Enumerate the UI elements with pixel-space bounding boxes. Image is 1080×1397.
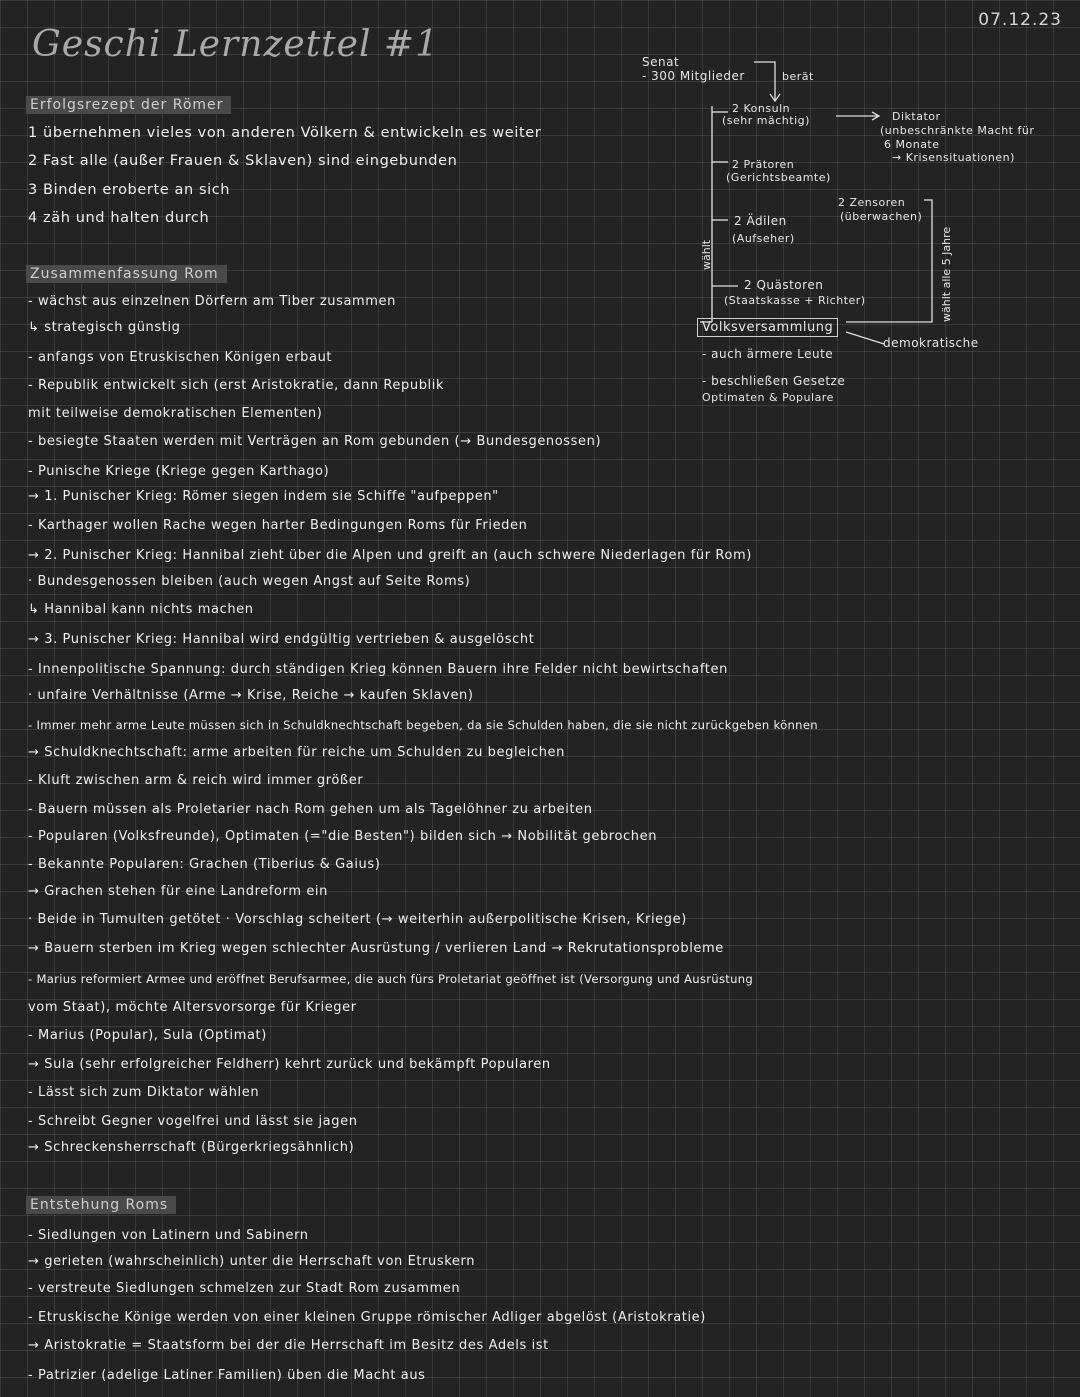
summary-line: - Bauern müssen als Proletarier nach Rom gehen um als Tagelöhner zu arbeiten (28, 802, 593, 817)
summary-line: - wächst aus einzelnen Dörfern am Tiber zusammen (28, 294, 396, 309)
summary-line: - Lässt sich zum Diktator wählen (28, 1085, 260, 1100)
origin-line: - Etruskische Könige werden von einer kleinen Gruppe römischer Adliger abgelöst (Aristokratie) (28, 1310, 706, 1325)
erfolg-line: 4 zäh und halten durch (28, 210, 210, 226)
summary-line: → Sula (sehr erfolgreicher Feldherr) kehrt zurück und bekämpft Popularen (28, 1057, 551, 1072)
diktator-desc-2: 6 Monate (884, 138, 940, 151)
section-heading-erfolgsrezept: Erfolgsrezept der Römer (26, 96, 231, 114)
summary-line: - Marius (Popular), Sula (Optimat) (28, 1028, 267, 1043)
summary-line: → Grachen stehen für eine Landreform ein (28, 884, 328, 899)
quaestoren-label: 2 Quästoren (744, 278, 824, 292)
summary-line: - Popularen (Volksfreunde), Optimaten (="die Besten") bilden sich → Nobilität gebrochen (28, 829, 658, 844)
summary-line: → Bauern sterben im Krieg wegen schlechter Ausrüstung / verlieren Land → Rekrutationsprobleme (28, 941, 724, 956)
summary-line: - Marius reformiert Armee und eröffnet Berufsarmee, die auch fürs Proletariat geöffnet ist (Versorgung und Ausrüstung (28, 972, 754, 986)
summary-line: - Bekannte Popularen: Grachen (Tiberius & Gaius) (28, 857, 381, 872)
volksversammlung-note-2: - beschließen Gesetze (702, 374, 846, 388)
demokratische-label: demokratische (883, 336, 979, 350)
erfolg-line: 3 Binden eroberte an sich (28, 182, 231, 198)
origin-line: → gerieten (wahrscheinlich) unter die Herrschaft von Etruskern (28, 1254, 476, 1269)
volksversammlung-box: Volksversammlung (697, 318, 838, 337)
summary-line: · Beide in Tumulten getötet · Vorschlag scheitert (→ weiterhin außerpolitische Krisen, Kriege) (28, 912, 687, 927)
summary-line: · Bundesgenossen bleiben (auch wegen Angst auf Seite Roms) (28, 574, 471, 589)
aedilen-label: 2 Ädilen (734, 214, 787, 228)
summary-line: → Schreckensherrschaft (Bürgerkriegsähnlich) (28, 1140, 355, 1155)
summary-line: - Immer mehr arme Leute müssen sich in Schuldknechtschaft begeben, da sie Schulden haben, die sie nicht zurückgeben können (28, 718, 818, 732)
summary-line: → Schuldknechtschaft: arme arbeiten für reiche um Schulden zu begleichen (28, 745, 565, 760)
quaestoren-desc: (Staatskasse + Richter) (724, 294, 866, 307)
volksversammlung-note-3: Optimaten & Populare (702, 391, 834, 404)
summary-line: - Karthager wollen Rache wegen harter Bedingungen Roms für Frieden (28, 518, 528, 533)
summary-line: → 2. Punischer Krieg: Hannibal zieht über die Alpen und greift an (auch schwere Niederlagen für Rom) (28, 548, 752, 563)
diktator-desc-3: → Krisensituationen) (892, 151, 1015, 164)
praetoren-label: 2 Prätoren (732, 158, 795, 171)
summary-line: - besiegte Staaten werden mit Verträgen an Rom gebunden (→ Bundesgenossen) (28, 434, 602, 449)
aedilen-desc: (Aufseher) (732, 232, 795, 245)
summary-line: · unfaire Verhältnisse (Arme → Krise, Reiche → kaufen Sklaven) (28, 688, 474, 703)
konsuln-label: 2 Konsuln (732, 102, 791, 115)
waehlt-5-jahre-label: wählt alle 5 Jahre (940, 226, 953, 322)
diktator-desc-1: (unbeschränkte Macht für (880, 124, 1035, 137)
date-label: 07.12.23 (978, 10, 1062, 30)
summary-line: → 1. Punischer Krieg: Römer siegen indem sie Schiffe "aufpeppen" (28, 489, 499, 504)
summary-line: - Schreibt Gegner vogelfrei und lässt sie jagen (28, 1114, 358, 1129)
summary-line: - Innenpolitische Spannung: durch ständigen Krieg können Bauern ihre Felder nicht bewirtschaften (28, 662, 728, 677)
origin-line: → Aristokratie = Staatsform bei der die Herrschaft im Besitz des Adels ist (28, 1338, 549, 1353)
origin-line: - Siedlungen von Latinern und Sabinern (28, 1228, 309, 1243)
praetoren-desc: (Gerichtsbeamte) (726, 171, 831, 184)
origin-line: - verstreute Siedlungen schmelzen zur Stadt Rom zusammen (28, 1281, 461, 1296)
erfolg-line: 2 Fast alle (außer Frauen & Sklaven) sind eingebunden (28, 153, 458, 169)
summary-line: ↳ strategisch günstig (28, 320, 181, 335)
origin-line: - Patrizier (adelige Latiner Familien) üben die Macht aus (28, 1368, 426, 1383)
zensoren-desc: (überwachen) (840, 210, 923, 223)
senat-members: - 300 Mitglieder (642, 69, 745, 83)
senat-label: Senat (642, 55, 680, 69)
summary-line: mit teilweise demokratischen Elementen) (28, 406, 323, 421)
summary-line: → 3. Punischer Krieg: Hannibal wird endgültig vertrieben & ausgelöscht (28, 632, 535, 647)
zensoren-label: 2 Zensoren (838, 196, 906, 209)
volksversammlung-note-1: - auch ärmere Leute (702, 347, 834, 361)
waehlt-label: wählt (700, 239, 713, 270)
section-heading-zusammenfassung: Zusammenfassung Rom (26, 265, 227, 283)
summary-line: - Republik entwickelt sich (erst Aristokratie, dann Republik (28, 378, 445, 393)
summary-line: - Kluft zwischen arm & reich wird immer größer (28, 773, 364, 788)
diktator-label: Diktator (892, 110, 941, 123)
erfolg-line: 1 übernehmen vieles von anderen Völkern & entwickeln es weiter (28, 125, 542, 141)
summary-line: vom Staat), möchte Altersvorsorge für Krieger (28, 1000, 357, 1015)
summary-line: - Punische Kriege (Kriege gegen Karthago) (28, 464, 330, 479)
page-title: Geschi Lernzettel #1 (32, 24, 439, 65)
section-heading-entstehung: Entstehung Roms (26, 1196, 176, 1214)
summary-line: - anfangs von Etruskischen Königen erbaut (28, 350, 333, 365)
summary-line: ↳ Hannibal kann nichts machen (28, 602, 254, 617)
konsuln-desc: (sehr mächtig) (722, 114, 810, 127)
beraet-label: berät (782, 70, 814, 83)
